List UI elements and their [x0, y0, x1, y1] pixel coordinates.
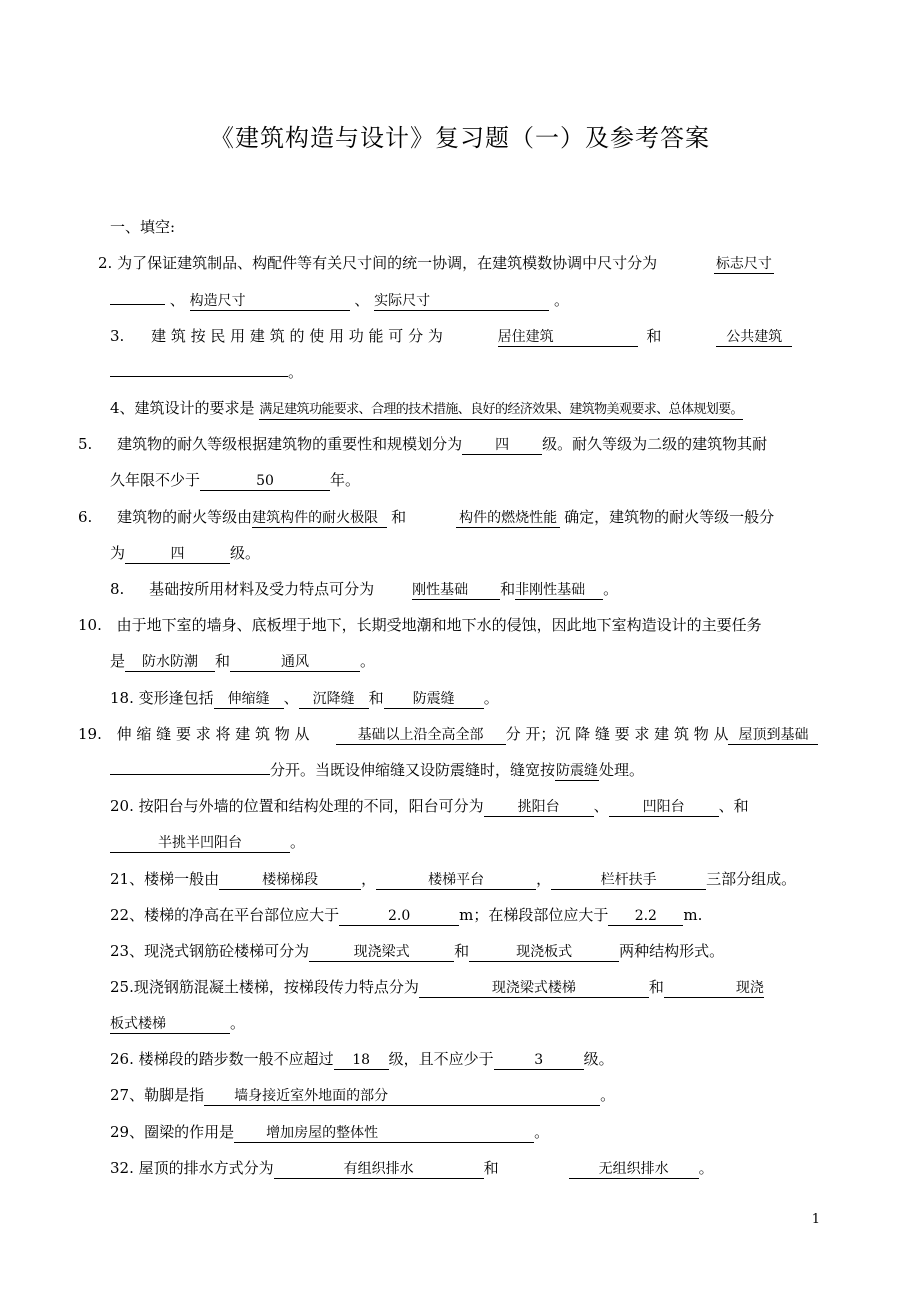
- question-number: 20.: [110, 797, 134, 815]
- question-text: 确定，建筑物的耐火等级一般分: [564, 508, 775, 526]
- answer-blank: 楼梯平台: [376, 871, 536, 890]
- question-number: 10.: [78, 616, 102, 634]
- separator: ，: [536, 870, 552, 888]
- answer-blank: 半挑半凹阳台: [110, 834, 290, 853]
- answer-blank: 刚性基础: [412, 581, 500, 600]
- question-text: 建筑物的耐久等级根据建筑物的重要性和规模划分为: [117, 435, 463, 453]
- punctuation: 。: [230, 1014, 246, 1032]
- answer-blank: 无组织排水: [569, 1160, 699, 1179]
- question-text: 勒脚是指: [144, 1086, 205, 1104]
- answer-blank: 有组织排水: [274, 1160, 484, 1179]
- separator: ，: [361, 870, 377, 888]
- connector-text: 和: [500, 580, 516, 598]
- question-number: 8.: [110, 580, 125, 598]
- answer-blank: 防水防潮: [125, 653, 215, 672]
- question-text: 现浇式钢筋砼楼梯可分为: [144, 942, 310, 960]
- connector-text: 和: [215, 652, 231, 670]
- answer-blank: 2.0: [339, 907, 459, 926]
- question-26: [110, 1049, 815, 1070]
- answer-text: 墙身接近室外地面的部分: [234, 1088, 389, 1104]
- connector-text: 和: [391, 508, 407, 526]
- answer-blank: 沉降缝: [299, 690, 369, 709]
- answer-blank: [204, 1087, 600, 1106]
- question-text: 建筑设计的要求是: [134, 399, 255, 417]
- punctuation: 。: [603, 580, 619, 598]
- punctuation: 级。: [230, 544, 261, 562]
- answer-blank: 凹阳台: [609, 798, 719, 817]
- question-number: 6.: [78, 508, 93, 526]
- question-text: m；在梯段部位应大于: [459, 906, 609, 924]
- question-20-line1: [110, 796, 815, 817]
- question-8: [110, 579, 815, 600]
- answer-blank: 建筑构件的耐火极限: [252, 509, 387, 528]
- question-5-line2: [110, 470, 815, 491]
- answer-blank: 屋顶到基础: [728, 726, 818, 745]
- answer-blank: 基础以上沿全高全部: [336, 726, 506, 745]
- answer-blank: 楼梯梯段: [219, 871, 361, 890]
- question-text: 楼梯的净高在平台部位应大于: [144, 906, 340, 924]
- question-3-line2: [110, 362, 815, 382]
- separator: 、和: [718, 797, 749, 815]
- punctuation: 。: [288, 363, 304, 381]
- connector-text: 和: [646, 327, 662, 345]
- page-number: 1: [811, 1212, 820, 1227]
- answer-blank-continuation: [110, 376, 288, 377]
- question-32: [110, 1158, 815, 1179]
- connector-text: 和: [368, 689, 384, 707]
- question-text: 伸 缩 缝 要 求 将 建 筑 物 从: [116, 725, 310, 743]
- answer-blank: 2.2: [608, 907, 683, 926]
- answer-text: 增加房屋的整体性: [266, 1125, 379, 1141]
- question-21: [110, 869, 815, 890]
- answer-blank: 栏杆扶手: [551, 871, 706, 890]
- question-10-line2: [110, 651, 815, 672]
- separator: 、: [593, 797, 609, 815]
- answer-blank: 18: [334, 1051, 389, 1070]
- question-4: [110, 398, 815, 420]
- punctuation: 。: [360, 652, 376, 670]
- punctuation: 。: [698, 1159, 714, 1177]
- punctuation: 。: [534, 1123, 550, 1141]
- answer-blank: 现浇梁式: [309, 943, 454, 962]
- document-title: 《建筑构造与设计》复习题（一）及参考答案: [210, 124, 710, 152]
- question-19-line2: [110, 760, 815, 781]
- question-text: 楼梯一般由: [144, 870, 220, 888]
- answer-blank: 防震缝: [384, 690, 484, 709]
- answer-blank-continuation: [110, 774, 270, 775]
- question-number: 19.: [78, 725, 102, 743]
- question-text: 处理。: [599, 761, 645, 779]
- question-text: 变形逢包括: [138, 689, 214, 707]
- question-text: 现浇钢筋混凝土楼梯，按梯段传力特点分为: [133, 978, 419, 996]
- question-number: 26.: [110, 1050, 134, 1068]
- question-number: 23、: [110, 942, 145, 960]
- question-text: 级。: [583, 1050, 614, 1068]
- connector-text: 和: [648, 978, 664, 996]
- question-number: 32.: [110, 1159, 134, 1177]
- question-27: [110, 1085, 815, 1106]
- question-text: 分开。当既设伸缩缝又设防震缝时，缝宽按: [270, 761, 556, 779]
- question-text: 建筑物的耐火等级由: [117, 508, 253, 526]
- answer-blank: 现浇板式: [469, 943, 619, 962]
- separator: 、: [283, 689, 299, 707]
- punctuation: 。: [553, 291, 569, 309]
- answer-blank: 四: [125, 545, 230, 564]
- question-20-line2: [110, 832, 815, 853]
- question-text: 久年限不少于: [110, 471, 201, 489]
- punctuation: 。: [290, 833, 306, 851]
- question-number: 27、: [110, 1086, 145, 1104]
- answer-blank: 四: [462, 436, 542, 455]
- question-text: 按阳台与外墙的位置和结构处理的不同，阳台可分为: [138, 797, 484, 815]
- question-text: 三部分组成。: [706, 870, 797, 888]
- answer-blank: 50: [200, 472, 330, 491]
- answer-blank-continuation: [110, 304, 165, 305]
- question-2-line2: [110, 290, 815, 311]
- connector-text: 和: [483, 1159, 499, 1177]
- answer-blank: 非刚性基础: [515, 581, 603, 600]
- answer-blank: [234, 1124, 534, 1143]
- question-2-line1: [98, 253, 815, 274]
- question-text: 分 开；沉 降 缝 要 求 建 筑 物 从: [505, 725, 729, 743]
- question-5-line1: [78, 434, 815, 455]
- question-text: 建 筑 按 民 用 建 筑 的 使 用 功 能 可 分 为: [151, 327, 443, 345]
- question-25-line2: [110, 1013, 815, 1034]
- question-text: 是: [110, 652, 126, 670]
- question-10-line1: [78, 615, 815, 635]
- question-number: 5.: [78, 435, 93, 453]
- question-6-line1: [78, 507, 815, 528]
- question-text: 楼梯段的踏步数一般不应超过: [138, 1050, 334, 1068]
- separator: 、: [169, 291, 185, 309]
- answer-blank: 伸缩缝: [214, 690, 284, 709]
- question-number: 18.: [110, 689, 134, 707]
- answer-blank: 构造尺寸: [190, 292, 350, 311]
- punctuation: 。: [600, 1086, 616, 1104]
- question-text: 圈梁的作用是: [144, 1123, 235, 1141]
- answer-blank: 居住建筑: [498, 328, 638, 347]
- connector-text: 和: [454, 942, 470, 960]
- question-text: 级。耐久等级为二级的建筑物其耐: [542, 435, 768, 453]
- answer-blank: 挑阳台: [484, 798, 594, 817]
- question-29: [110, 1122, 815, 1143]
- question-number: 29、: [110, 1123, 145, 1141]
- question-25-line1: [110, 977, 815, 998]
- answer-blank: 现浇梁式楼梯: [419, 979, 649, 998]
- punctuation: 。: [483, 689, 499, 707]
- question-19-line1: [78, 724, 815, 745]
- question-number: 22、: [110, 906, 145, 924]
- question-number: 2.: [98, 254, 113, 272]
- question-6-line2: [110, 543, 815, 564]
- answer-blank: 防震缝: [556, 763, 599, 779]
- question-text: 为: [110, 544, 126, 562]
- question-number: 21、: [110, 870, 145, 888]
- punctuation: 年。: [330, 471, 361, 489]
- question-3-line1: [110, 326, 815, 347]
- separator: 、: [354, 291, 370, 309]
- unit-text: m.: [683, 906, 703, 924]
- question-18: [110, 688, 815, 709]
- question-number: 3.: [110, 327, 125, 345]
- answer-blank: 标志尺寸: [715, 256, 772, 272]
- section-heading: 一、填空:: [110, 218, 176, 236]
- question-text: 由于地下室的墙身、底板埋于地下，长期受地潮和地下水的侵蚀，因此地下室构造设计的主要任务: [116, 616, 762, 634]
- answer-blank: 现浇: [664, 979, 764, 998]
- question-text: 屋顶的排水方式分为: [138, 1159, 274, 1177]
- question-number: 25.: [110, 978, 134, 996]
- question-text: 基础按所用材料及受力特点可分为: [149, 580, 375, 598]
- answer-blank-continuation: 板式楼梯: [110, 1015, 230, 1034]
- question-text: 两种结构形式。: [619, 942, 725, 960]
- answer-blank: 实际尺寸: [374, 292, 549, 311]
- question-22: [110, 905, 815, 926]
- question-23: [110, 941, 815, 962]
- question-number: 4、: [110, 399, 135, 417]
- answer-blank: 公共建筑: [716, 328, 792, 347]
- answer-blank: 构件的燃烧性能: [456, 509, 560, 528]
- answer-blank: 满足建筑功能要求、合理的技术措施、良好的经济效果、建筑物美观要求、总体规划要。: [259, 401, 743, 420]
- question-text: 级，且不应少于: [388, 1050, 494, 1068]
- answer-blank: 3: [494, 1051, 584, 1070]
- question-text: 为了保证建筑制品、构配件等有关尺寸间的统一协调，在建筑模数协调中尺寸分为: [117, 254, 658, 272]
- answer-blank: 通风: [230, 653, 360, 672]
